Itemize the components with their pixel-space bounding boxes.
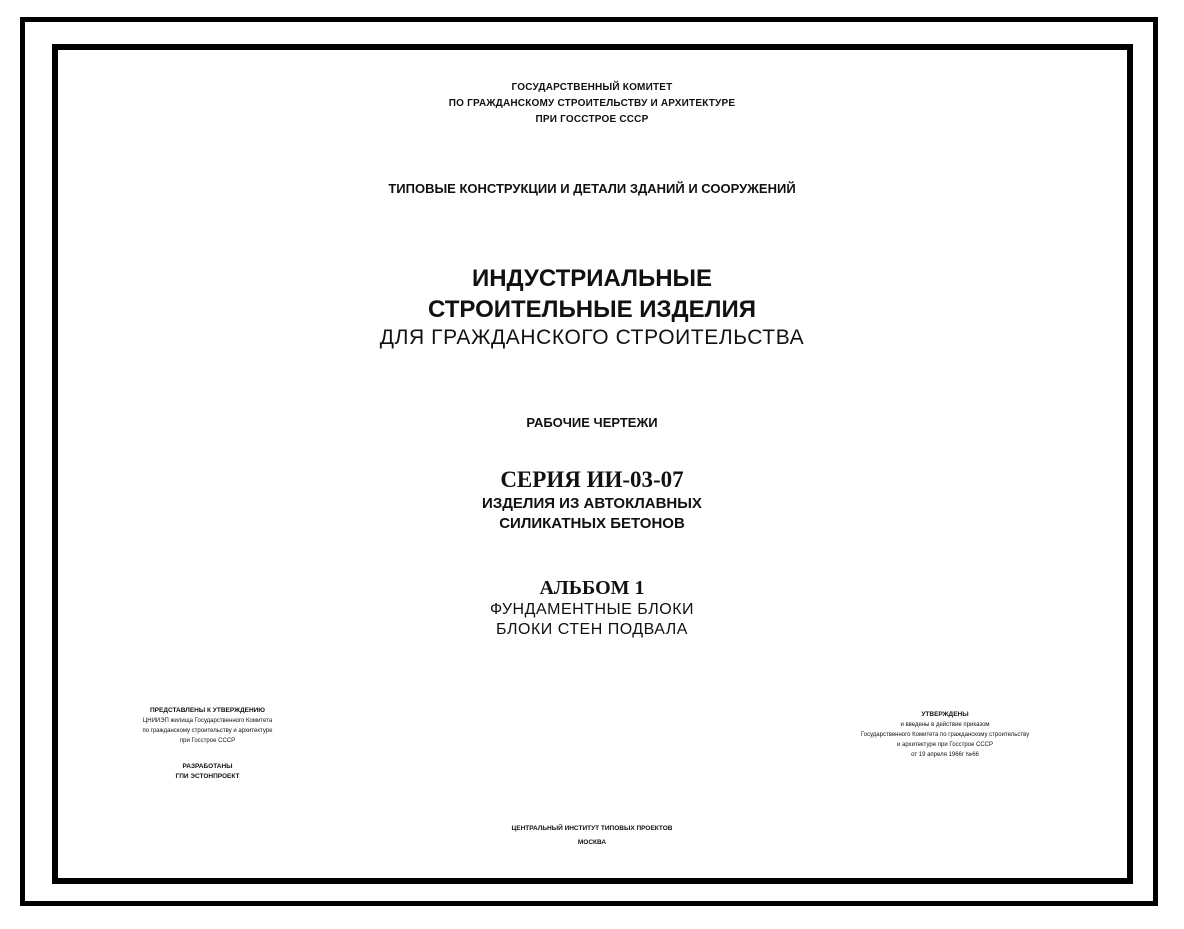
- main-title-line-1: ИНДУСТРИАЛЬНЫЕ: [471, 265, 713, 292]
- album-line-1: ФУНДАМЕНТНЫЕ БЛОКИ: [489, 601, 695, 618]
- album-block: [0, 576, 1184, 640]
- publisher-footer: [0, 824, 1184, 848]
- approved-note: [815, 710, 1075, 760]
- developed-org: ГПИ ЭСТОНПРОЕКТ: [175, 773, 240, 780]
- developed-heading: РАЗРАБОТАНЫ: [182, 763, 233, 770]
- series-title: [0, 180, 1184, 198]
- approved-line-3: и архитектуре при Госстрое СССР: [897, 742, 993, 748]
- submitted-line-2: по гражданскому строительству и архитектуре: [142, 728, 273, 734]
- drawings-label-text: РАБОЧИЕ ЧЕРТЕЖИ: [526, 415, 658, 430]
- approved-heading: УТВЕРЖДЕНЫ: [921, 711, 969, 718]
- album-line-2: БЛОКИ СТЕН ПОДВАЛА: [496, 621, 688, 638]
- series-desc-2: СИЛИКАТНЫХ БЕТОНОВ: [499, 515, 685, 532]
- approved-line-4: от 19 апреля 1966г №66: [911, 752, 979, 758]
- series-desc-1: ИЗДЕЛИЯ ИЗ АВТОКЛАВНЫХ: [482, 495, 702, 512]
- series-title-text: ТИПОВЫЕ КОНСТРУКЦИИ И ДЕТАЛИ ЗДАНИЙ И СООРУЖЕНИЙ: [388, 181, 796, 196]
- drawings-label: [0, 414, 1184, 432]
- main-title-line-2: СТРОИТЕЛЬНЫЕ ИЗДЕЛИЯ: [428, 296, 756, 323]
- committee-line-1: ГОСУДАРСТВЕННЫЙ КОМИТЕТ: [511, 82, 673, 93]
- main-title-line-3: ДЛЯ ГРАЖДАНСКОГО СТРОИТЕЛЬСТВА: [379, 326, 805, 349]
- series-block: [0, 466, 1184, 534]
- approved-line-1: и введены в действие приказом: [900, 722, 990, 728]
- approved-line-2: Государственного Комитета по гражданскому строительству: [860, 732, 1030, 738]
- committee-line-2: ПО ГРАЖДАНСКОМУ СТРОИТЕЛЬСТВУ И АРХИТЕКТУРЕ: [448, 98, 736, 109]
- submitted-line-1: ЦНИИЭП жилища Государственного Комитета: [142, 718, 273, 724]
- submitted-heading: ПРЕДСТАВЛЕНЫ К УТВЕРЖДЕНИЮ: [149, 707, 266, 714]
- committee-line-3: ПРИ ГОССТРОЕ СССР: [535, 114, 649, 125]
- submitted-line-3: при Госстрое СССР: [179, 738, 236, 744]
- series-code: СЕРИЯ ИИ-03-07: [500, 467, 684, 492]
- main-title: [0, 263, 1184, 351]
- album-title: АЛЬБОМ 1: [539, 577, 645, 599]
- committee-header: [0, 80, 1184, 128]
- submitted-note: [100, 706, 315, 782]
- publisher-institute: ЦЕНТРАЛЬНЫЙ ИНСТИТУТ ТИПОВЫХ ПРОЕКТОВ: [511, 825, 673, 832]
- publisher-city: МОСКВА: [577, 839, 607, 846]
